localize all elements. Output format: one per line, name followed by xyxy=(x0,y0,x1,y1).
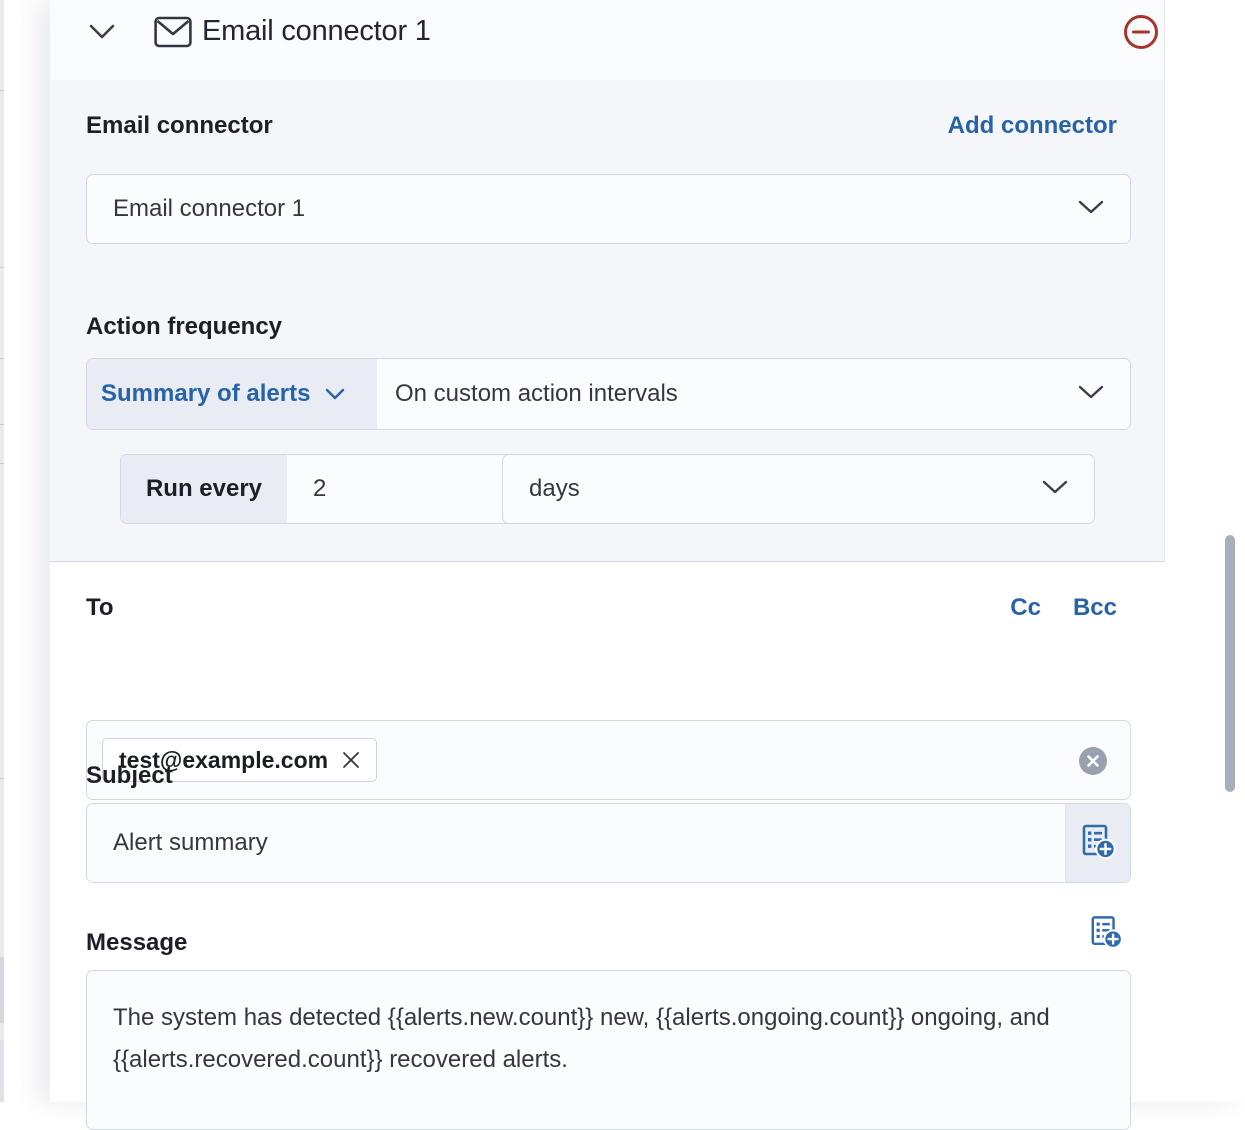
add-variable-icon xyxy=(1080,823,1116,863)
subject-input[interactable] xyxy=(87,804,1065,882)
message-label: Message xyxy=(86,929,188,956)
to-label: To xyxy=(86,594,114,621)
chevron-down-icon xyxy=(1076,380,1106,408)
interval-unit-value: days xyxy=(529,475,580,502)
connector-label: Email connector xyxy=(86,112,273,139)
connector-select-value: Email connector 1 xyxy=(113,195,306,222)
message-add-variable-button[interactable] xyxy=(1089,914,1123,953)
subject-label: Subject xyxy=(86,762,173,789)
message-textarea[interactable]: The system has detected {{alerts.new.count}} new, {{alerts.ongoing.count}} ongoing, and {{alerts.recovered.count}} recovered alerts. xyxy=(86,970,1131,1130)
frequency-label-row xyxy=(86,313,1131,341)
interval-type-select[interactable] xyxy=(377,359,1130,429)
add-variable-icon xyxy=(1089,914,1123,953)
recipient-text: test@example.com xyxy=(119,746,329,773)
flyout-left-gutter xyxy=(4,0,50,1102)
connector-label-row xyxy=(86,112,1131,140)
interval-type-value: On custom action intervals xyxy=(395,380,678,407)
minus-circle-icon xyxy=(1122,13,1160,54)
message-label-row xyxy=(86,914,1131,957)
action-title: Email connector 1 xyxy=(202,15,431,47)
summary-select-value: Summary of alerts xyxy=(101,380,311,407)
notify-when-control xyxy=(86,358,1131,430)
cc-link[interactable]: Cc xyxy=(1010,594,1041,621)
subject-add-variable-button[interactable] xyxy=(1065,804,1130,882)
subject-label-row xyxy=(86,762,1131,790)
run-every-label: Run every xyxy=(121,455,287,523)
collapse-action-button[interactable] xyxy=(80,16,124,50)
connector-select[interactable] xyxy=(86,174,1131,244)
add-connector-link[interactable]: Add connector xyxy=(947,112,1117,139)
interval-unit-select[interactable] xyxy=(502,454,1095,524)
chevron-down-icon xyxy=(324,387,346,401)
chevron-down-icon xyxy=(1076,195,1106,223)
bcc-link[interactable]: Bcc xyxy=(1072,594,1117,621)
run-every-input[interactable] xyxy=(287,455,517,523)
frequency-label: Action frequency xyxy=(86,313,283,340)
rule-actions-flyout xyxy=(50,0,1245,1102)
remove-action-button[interactable] xyxy=(1120,12,1162,54)
to-label-row xyxy=(86,594,1131,622)
summary-or-per-alert-select[interactable] xyxy=(87,359,377,429)
email-icon xyxy=(154,15,192,49)
chevron-down-icon xyxy=(88,23,116,43)
run-every-group xyxy=(120,454,518,524)
subject-field-group xyxy=(86,803,1131,883)
vertical-scrollbar-thumb[interactable] xyxy=(1225,535,1235,792)
chevron-down-icon xyxy=(1040,475,1070,503)
